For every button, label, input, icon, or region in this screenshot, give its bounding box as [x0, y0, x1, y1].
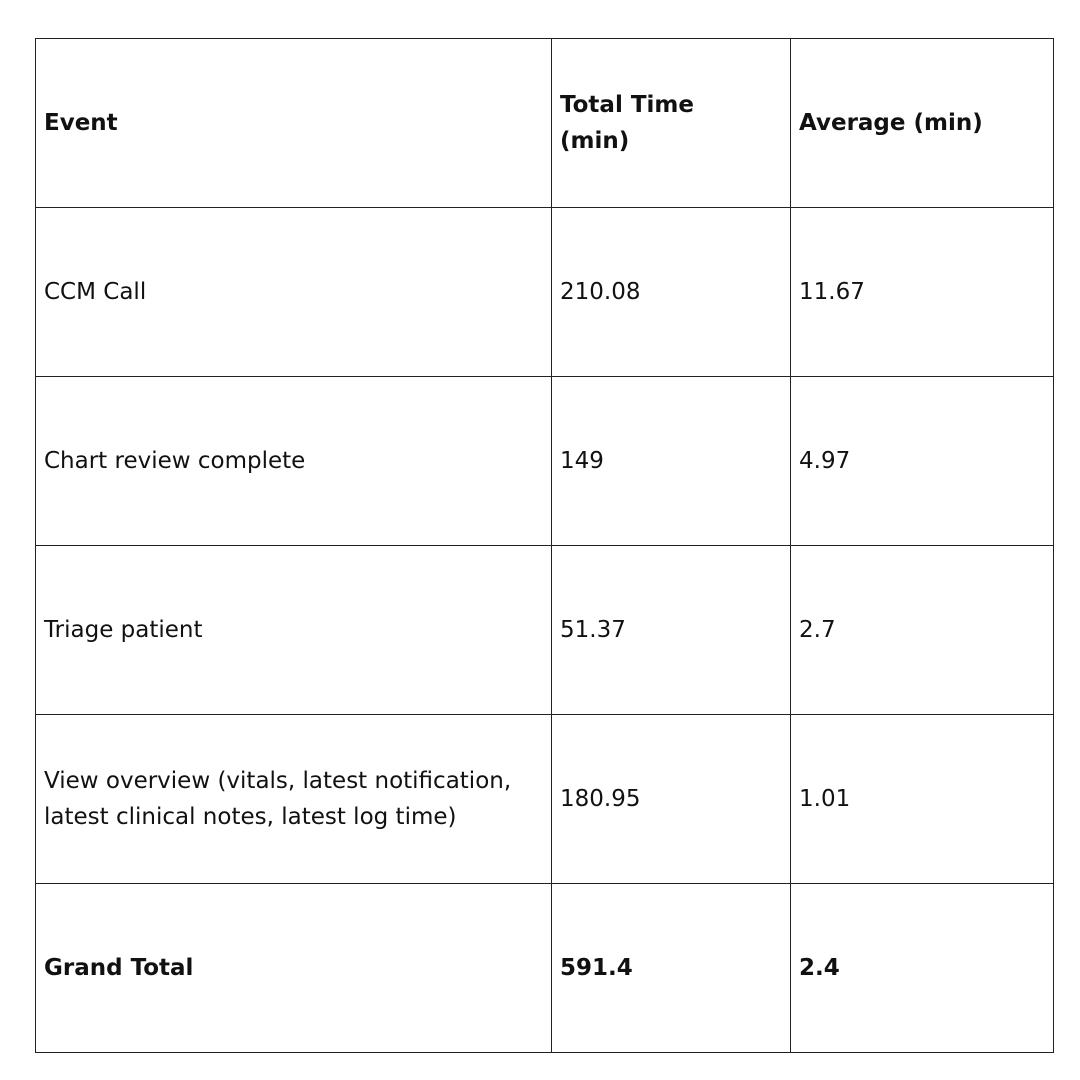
- event-cell: CCM Call: [36, 208, 552, 377]
- event-cell: Triage patient: [36, 546, 552, 715]
- grand-total-row: [36, 884, 1054, 1053]
- header-total-time-label: Total Time (min): [560, 92, 694, 154]
- table-row: [36, 208, 1054, 377]
- average-cell: 1.01: [791, 715, 1054, 884]
- average-cell: 2.7: [791, 546, 1054, 715]
- grand-total-time: 591.4: [552, 884, 791, 1053]
- grand-total-average: 2.4: [791, 884, 1054, 1053]
- event-cell: Chart review complete: [36, 377, 552, 546]
- table-row: [36, 546, 1054, 715]
- total-cell: 149: [552, 377, 791, 546]
- total-cell: 180.95: [552, 715, 791, 884]
- event-cell: View overview (vitals, latest notification, latest clinical notes, latest log time): [36, 715, 552, 884]
- header-total-time: [552, 39, 791, 208]
- header-row: [36, 39, 1054, 208]
- event-time-table: [35, 38, 1054, 1053]
- average-cell: 11.67: [791, 208, 1054, 377]
- table-row: [36, 715, 1054, 884]
- header-average: Average (min): [791, 39, 1054, 208]
- total-cell: 210.08: [552, 208, 791, 377]
- header-event: Event: [36, 39, 552, 208]
- average-cell: 4.97: [791, 377, 1054, 546]
- grand-total-label: Grand Total: [36, 884, 552, 1053]
- table-row: [36, 377, 1054, 546]
- total-cell: 51.37: [552, 546, 791, 715]
